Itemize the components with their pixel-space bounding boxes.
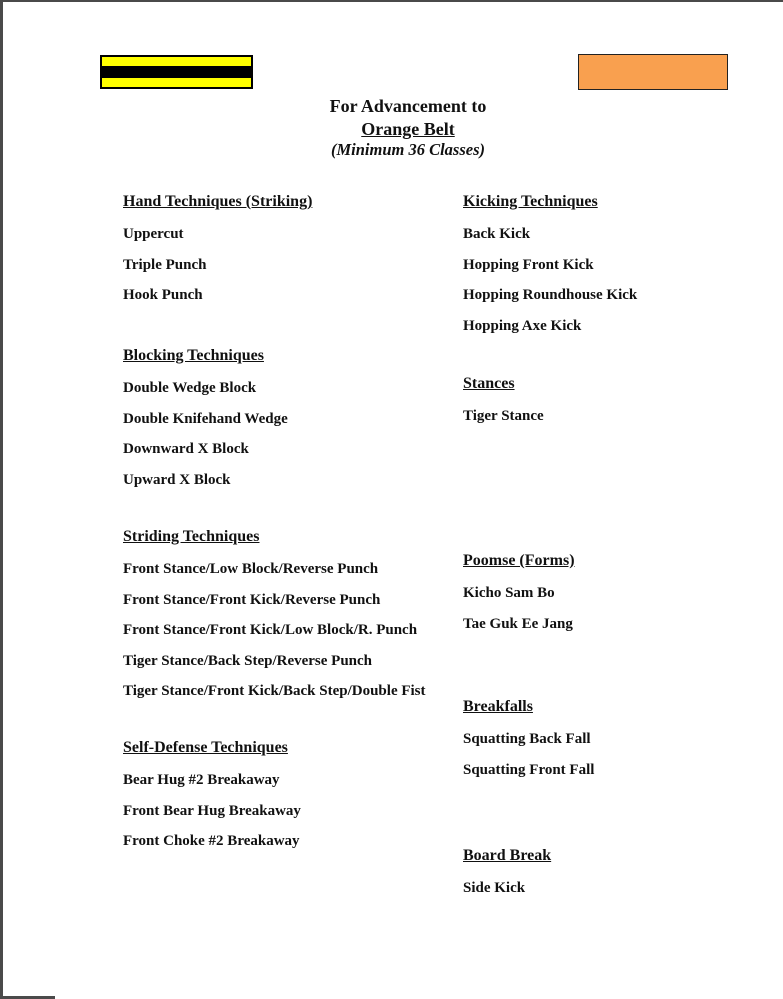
scan-edge-top <box>0 0 783 2</box>
black-stripe <box>102 66 251 78</box>
title-line-2: Orange Belt <box>361 118 455 139</box>
list-item: Squatting Back Fall <box>463 731 591 747</box>
section-heading: Blocking Techniques <box>123 347 264 364</box>
title-line-3: (Minimum 36 Classes) <box>330 140 486 159</box>
section-self-defense-techniques <box>123 738 463 850</box>
list-item: Bear Hug #2 Breakaway <box>123 772 280 788</box>
section-striding-techniques <box>123 527 463 700</box>
list-item: Hopping Axe Kick <box>463 317 582 334</box>
list-item: Front Stance/Front Kick/Reverse Punch <box>123 591 381 608</box>
list-item: Double Knifehand Wedge <box>123 410 288 427</box>
list-item: Tae Guk Ee Jang <box>463 615 573 632</box>
section-heading: Hand Techniques (Striking) <box>123 193 313 210</box>
list-item: Downward X Block <box>123 441 249 457</box>
list-item: Front Stance/Low Block/Reverse Punch <box>123 561 379 577</box>
yellow-belt-graphic <box>100 55 253 89</box>
section-heading: Kicking Techniques <box>463 193 598 210</box>
list-item: Front Stance/Front Kick/Low Block/R. Punch <box>123 622 418 638</box>
section-stances <box>463 374 783 425</box>
list-item: Hopping Front Kick <box>463 256 594 273</box>
section-kicking-techniques <box>463 192 783 334</box>
orange-belt-graphic <box>578 54 728 90</box>
section-heading: Board Break <box>463 847 552 864</box>
list-item: Hopping Roundhouse Kick <box>463 287 638 303</box>
scan-edge-left <box>0 0 3 999</box>
list-item: Double Wedge Block <box>123 380 257 396</box>
title-line-1: For Advancement to <box>329 96 487 116</box>
list-item: Tiger Stance/Back Step/Reverse Punch <box>123 652 373 669</box>
section-hand-techniques <box>123 192 463 304</box>
list-item: Triple Punch <box>123 256 207 273</box>
section-heading: Poomse (Forms) <box>463 552 575 569</box>
section-poomse-forms <box>463 551 783 632</box>
list-item: Uppercut <box>123 226 184 242</box>
section-board-break <box>463 846 783 897</box>
section-heading: Self-Defense Techniques <box>123 739 288 756</box>
list-item: Tiger Stance/Front Kick/Back Step/Double Fist <box>123 683 426 699</box>
list-item: Upward X Block <box>123 471 231 488</box>
section-heading: Striding Techniques <box>123 528 260 545</box>
section-blocking-techniques <box>123 346 463 488</box>
list-item: Hook Punch <box>123 287 203 303</box>
list-item: Squatting Front Fall <box>463 761 595 778</box>
list-item: Back Kick <box>463 226 531 242</box>
page-title <box>208 95 608 161</box>
section-heading: Stances <box>463 375 515 392</box>
list-item: Front Bear Hug Breakaway <box>123 802 301 819</box>
list-item: Tiger Stance <box>463 408 544 424</box>
list-item: Front Choke #2 Breakaway <box>123 833 300 849</box>
list-item: Side Kick <box>463 880 526 896</box>
section-heading: Breakfalls <box>463 698 533 715</box>
section-breakfalls <box>463 697 783 778</box>
list-item: Kicho Sam Bo <box>463 585 555 601</box>
